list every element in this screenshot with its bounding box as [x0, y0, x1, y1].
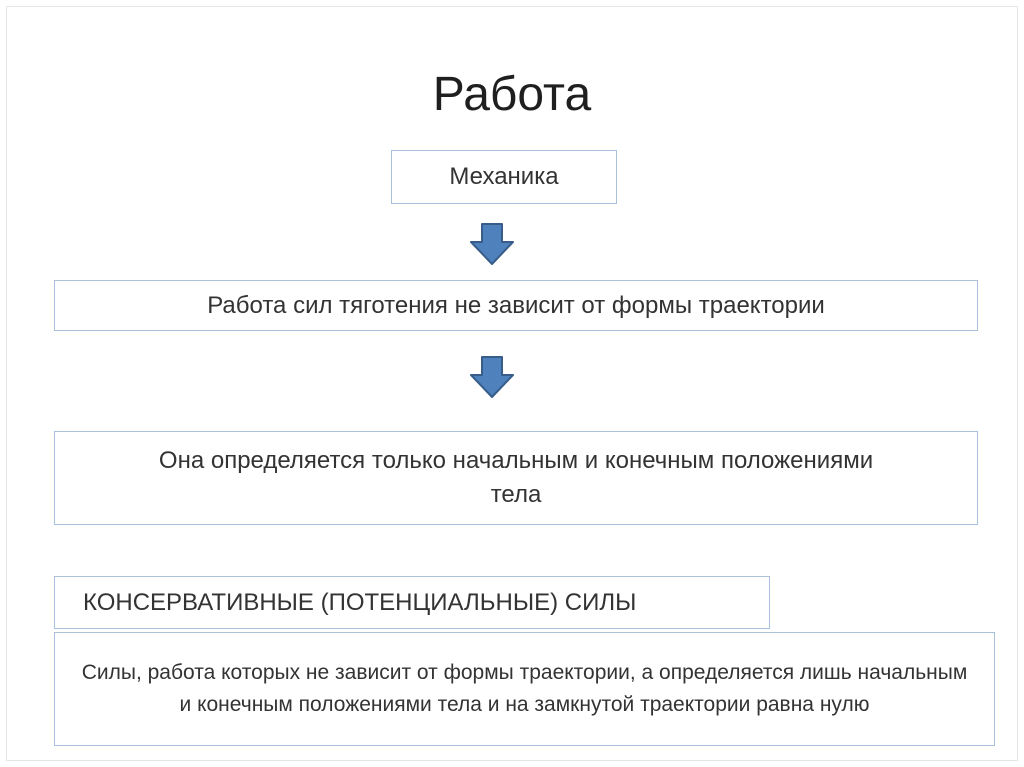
down-arrow-icon — [468, 220, 516, 268]
slide-title: Работа — [432, 68, 592, 121]
definition-box — [54, 632, 995, 746]
conservative-forces-box — [54, 576, 770, 629]
conservative-forces-heading: КОНСЕРВАТИВНЫЕ (ПОТЕНЦИАЛЬНЫЕ) СИЛЫ — [83, 588, 637, 616]
determination-box — [54, 431, 978, 525]
mechanics-label: Механика — [449, 163, 559, 190]
work-statement-text: Работа сил тяготения не зависит от формы траектории — [207, 291, 825, 319]
down-arrow-icon — [468, 353, 516, 401]
definition-text: Силы, работа которых не зависит от формы траектории, а определяется лишь начальным и конечным положениями тела и на замкнутой траектории равна нулю — [81, 661, 968, 716]
mechanics-box — [391, 150, 617, 204]
determination-text: Она определяется только начальным и конечным положениями тела — [158, 447, 874, 508]
work-statement-box — [54, 280, 978, 331]
